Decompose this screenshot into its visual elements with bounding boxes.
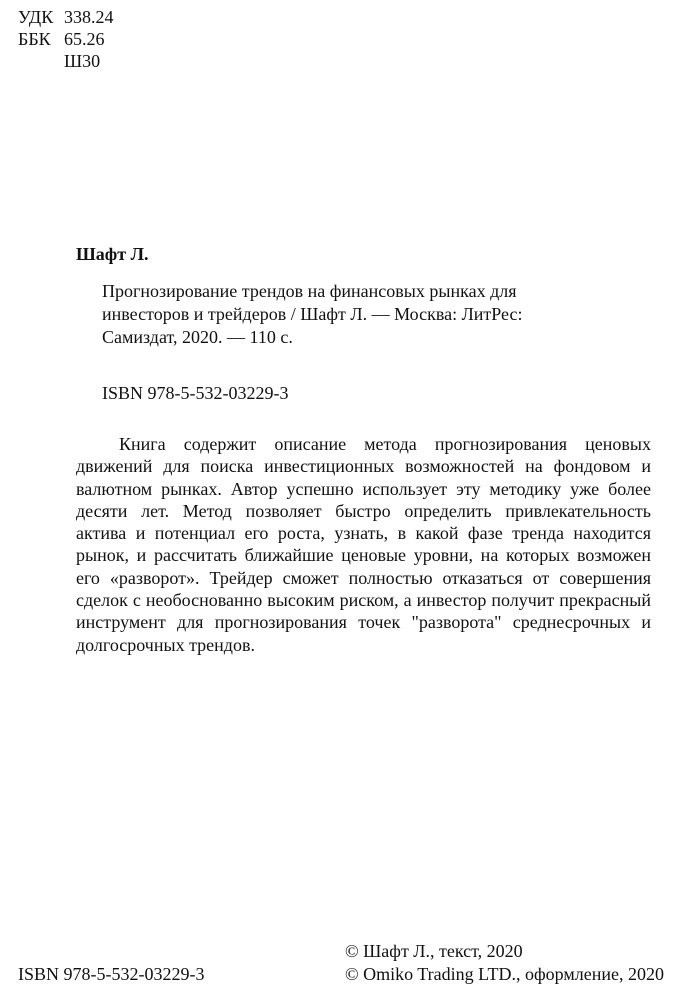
udk-value: 338.24 <box>64 7 114 27</box>
udk-label: УДК <box>18 7 54 27</box>
isbn-bottom: ISBN 978-5-532-03229-3 <box>18 964 205 984</box>
biblio-line: Самиздат, 2020. — 110 с. <box>102 327 293 347</box>
annotation-line: его «разворот». Трейдер сможет полностью отказаться от совершения <box>76 567 651 588</box>
author-sign-row <box>18 50 114 72</box>
annotation-line: движений для поиска инвестиционных возможностей на фондовом и <box>76 456 651 477</box>
annotation-line: Книга содержит описание метода прогнозирования ценовых <box>119 434 651 454</box>
isbn-main: ISBN 978-5-532-03229-3 <box>102 383 289 403</box>
annotation-line: актива и потенциал его роста, узнать, в какой фазе тренда находится <box>76 523 651 544</box>
annotation-line: долгосрочных трендов. <box>76 634 255 655</box>
annotation-line: десяти лет. Метод позволяет быстро определить привлекательность <box>76 500 651 521</box>
author-sign-label <box>18 50 64 72</box>
bbk-label: ББК <box>18 29 51 49</box>
copyright-block <box>345 940 664 986</box>
bibliographic-description <box>102 280 572 349</box>
biblio-line: инвесторов и трейдеров / Шафт Л. — Москва: ЛитРес: <box>102 304 523 324</box>
classification-block <box>18 6 114 72</box>
bbk-row <box>18 28 114 50</box>
bbk-value: 65.26 <box>64 29 105 49</box>
biblio-line: Прогнозирование трендов на финансовых рынках для <box>102 281 517 301</box>
author-heading: Шафт Л. <box>76 244 149 264</box>
udk-row <box>18 6 114 28</box>
annotation-line: рынок, и рассчитать ближайшие ценовые уровни, на которых возможен <box>76 545 651 566</box>
copyright-text: © Шафт Л., текст, 2020 <box>344 941 523 961</box>
annotation-line: валютном рынках. Автор успешно использует эту методику уже более <box>76 478 651 499</box>
author-sign-value: Ш30 <box>64 51 101 71</box>
annotation-line: сделок с необоснованно высоким риском, а инвестор получит прекрасный <box>76 590 651 611</box>
annotation-line: инструмент для прогнозирования точек "разворота" среднесрочных и <box>76 612 651 633</box>
annotation-paragraph <box>76 433 651 656</box>
copyright-design: © Omiko Trading LTD., оформление, 2020 <box>344 964 664 984</box>
